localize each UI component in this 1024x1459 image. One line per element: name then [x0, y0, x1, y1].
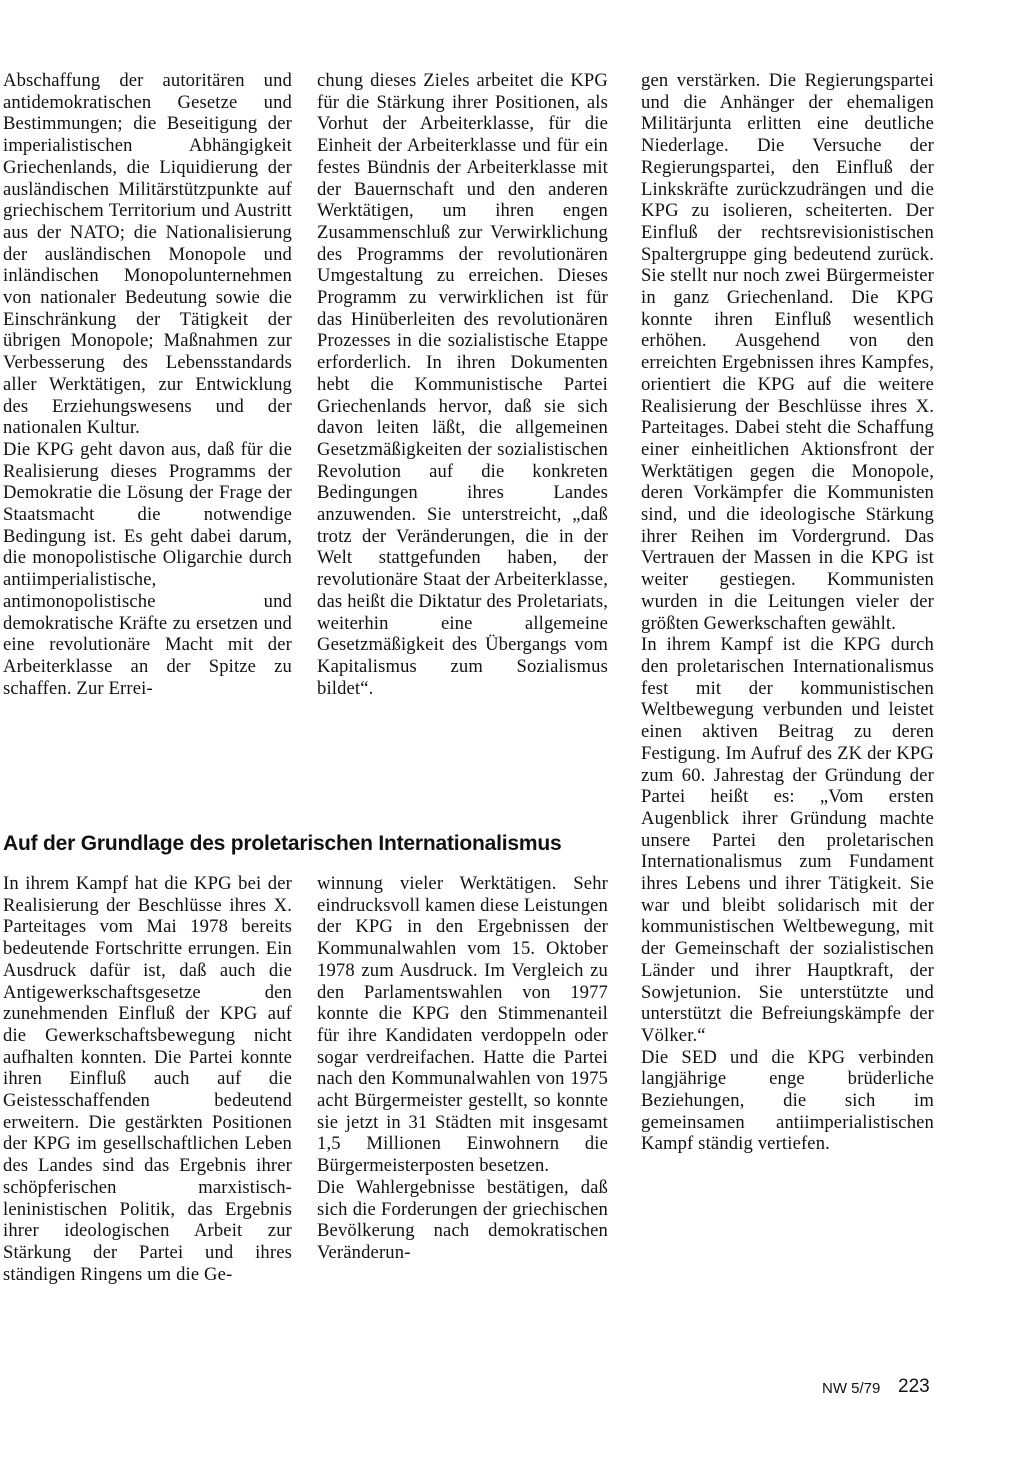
- article-column-2: chung dieses Zieles arbeitet die KPG für die Stärkung ihrer Positionen, als Vorhut der Arbeiterklasse, für die Einheit der Arbeiterklasse und für ein festes Bündnis der Arbeiterklasse mit der Bauernschaft und den anderen Werktätigen, um ihren engen Zusammenschluß zur Verwirklichung des Programms der revolutionären Umgestaltung zu erreichen. Dieses Programm zu verwirklichen ist für das Hinüberleiten des revolutionären Prozesses in die sozialistische Etappe erforderlich. In ihren Dokumenten hebt die Kommunistische Partei Griechenlands hervor, daß sie sich davon leiten läßt, die allgemeinen Gesetzmäßigkeiten der sozialistischen Revolution auf die konkreten Bedingungen ihres Landes anzuwenden. Sie unterstreicht, „daß trotz der Veränderungen, die in der Welt stattgefunden haben, der revolutionäre Staat der Arbeiterklasse, das heißt die Diktatur des Proletariats, weiterhin eine allgemeine Gesetzmäßigkeit des Übergangs vom Kapitalismus zum Sozialismus bildet“.: [317, 70, 608, 699]
- article-column-3: gen verstärken. Die Regierungspartei und die Anhänger der ehemaligen Militärjunta erlitten eine deutliche Niederlage. Die Versuche der Regierungspartei, den Einfluß der Linkskräfte zurückzudrängen und die KPG zu isolieren, scheiterten. Der Einfluß der rechtsrevisionistischen Spaltergruppe ging bedeutend zurück. Sie stellt nur noch zwei Bürgermeister in ganz Griechenland. Die KPG konnte ihren Einfluß wesentlich erhöhen. Ausgehend von den erreichten Ergebnissen ihres Kampfes, orientiert die KPG auf die weitere Realisierung der Beschlüsse ihres X. Parteitages. Dabei steht die Schaffung einer einheitlichen Aktionsfront der Werktätigen gegen die Monopole, deren Vorkämpfer die Kommunisten sind, und die ideologische Stärkung ihrer Reihen im Vordergrund. Das Vertrauen der Massen in die KPG ist weiter gestiegen. Kommunisten wurden in die Leitungen vieler der größten Gewerkschaften gewählt. In ihrem Kampf ist die KPG durch den proletarischen Internationalismus fest mit der kommunistischen Weltbewegung verbunden und leistet einen aktiven Beitrag zu deren Festigung. Im Aufruf des ZK der KPG zum 60. Jahrestag der Gründung der Partei heißt es: „Vom ersten Augenblick ihrer Gründung machte unsere Partei den proletarischen Internationalismus zum Fundament ihres Lebens und ihrer Tätigkeit. Sie war und bleibt solidarisch mit der kommunistischen Weltbewegung, mit der Gemeinschaft der sozialistischen Länder und ihrer Hauptkraft, der Sowjetunion. Sie unterstützte und unterstützt die Befreiungskämpfe der Völker.“ Die SED und die KPG verbinden langjährige enge brüderliche Beziehungen, die sich im gemeinsamen antiimperialistischen Kampf ständig vertiefen.: [641, 70, 934, 1155]
- section-heading: Auf der Grundlage des proletarischen Internationalismus: [3, 832, 562, 855]
- page-number: 223: [898, 1376, 930, 1397]
- article-column-4: In ihrem Kampf hat die KPG bei der Realisierung der Beschlüsse ihres X. Parteitages vom Mai 1978 bereits bedeutende Fortschritte errungen. Ein Ausdruck dafür ist, daß auch die Antigewerkschaftsgesetze den zunehmenden Einfluß der KPG auf die Gewerkschaftsbewegung nicht aufhalten konnten. Die Partei konnte ihren Einfluß auch auf die Geistesschaffenden bedeutend erweitern. Die gestärkten Positionen der KPG im gesellschaftlichen Leben des Landes sind das Ergebnis ihrer schöpferischen marxistisch-leninistischen Politik, das Ergebnis ihrer ideologischen Arbeit zur Stärkung der Partei und ihres ständigen Ringens um die Ge-: [3, 873, 292, 1285]
- issue-label: NW 5/79: [822, 1380, 881, 1397]
- article-column-1: Abschaffung der autoritären und antidemokratischen Gesetze und Bestimmungen; die Beseitigung der imperialistischen Abhängigkeit Griechenlands, die Liquidierung der ausländischen Militärstützpunkte auf griechischem Territorium und Austritt aus der NATO; die Nationalisierung der ausländischen Monopole und inländischen Monopolunternehmen von nationaler Bedeutung sowie die Einschränkung der Tätigkeit der übrigen Monopole; Maßnahmen zur Verbesserung des Lebensstandards aller Werktätigen, zur Entwicklung des Erziehungswesens und der nationalen Kultur. Die KPG geht davon aus, daß für die Realisierung dieses Programms der Demokratie die Lösung der Frage der Staatsmacht die notwendige Bedingung ist. Es geht dabei darum, die monopolistische Oligarchie durch antiimperialistische, antimonopolistische und demokratische Kräfte zu ersetzen und eine revolutionäre Macht mit der Arbeiterklasse an der Spitze zu schaffen. Zur Errei-: [3, 70, 292, 699]
- article-column-5: winnung vieler Werktätigen. Sehr eindrucksvoll kamen diese Leistungen der KPG in den Ergebnissen der Kommunalwahlen vom 15. Oktober 1978 zum Ausdruck. Im Vergleich zu den Parlamentswahlen von 1977 konnte die KPG den Stimmenanteil für ihre Kandidaten verdoppeln oder sogar verdreifachen. Hatte die Partei nach den Kommunalwahlen von 1975 acht Bürgermeister gestellt, so konnte sie jetzt in 31 Städten mit insgesamt 1,5 Millionen Einwohnern die Bürgermeisterposten besetzen. Die Wahlergebnisse bestätigen, daß sich die Forderungen der griechischen Bevölkerung nach demokratischen Veränderun-: [317, 873, 608, 1263]
